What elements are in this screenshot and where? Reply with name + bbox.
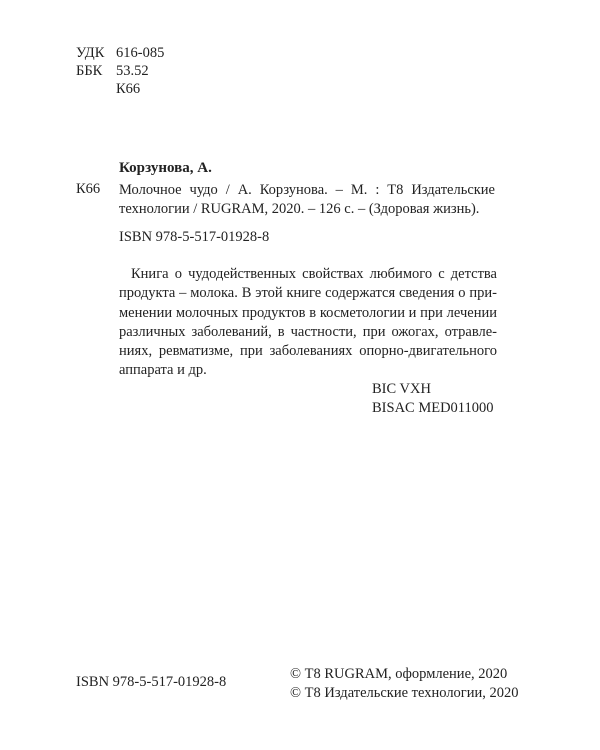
biblio-line-1: Молочное чудо / А. Корзунова. – М. : Т8 Издательские	[119, 182, 495, 198]
bic-code: BIC VXH	[372, 381, 431, 397]
classification-block	[76, 44, 164, 98]
cutter-number-top: К66	[116, 81, 141, 97]
biblio-line-2: технологии / RUGRAM, 2020. – 126 с. – (Здоровая жизнь).	[119, 201, 480, 217]
udk-value: 616-085	[116, 45, 165, 61]
annotation-line: аппарата и др.	[119, 362, 207, 379]
copyright-publisher: © Т8 Издательские технологии, 2020	[290, 685, 519, 701]
annotation-line: ниях, ревматизме, при заболеваниях опорно-двигательного	[119, 343, 497, 360]
author-heading: Корзунова, А.	[119, 160, 212, 176]
annotation-line: менении молочных продуктов в косметологии и при лечении	[119, 304, 497, 321]
copyright-design: © Т8 RUGRAM, оформление, 2020	[290, 666, 508, 682]
annotation-paragraph	[119, 265, 497, 381]
footer-isbn: ISBN 978-5-517-01928-8	[76, 674, 227, 690]
cutter-number: К66	[76, 181, 101, 197]
udk-label: УДК	[76, 45, 105, 61]
copyright-block	[290, 665, 519, 703]
bbk-label: ББК	[76, 63, 103, 79]
isbn-record: ISBN 978-5-517-01928-8	[119, 229, 270, 245]
bbk-value: 53.52	[116, 63, 149, 79]
bbk-row	[76, 62, 164, 80]
subject-codes	[372, 380, 494, 418]
annotation-line: различных заболеваний, в частности, при ожогах, отравле-	[119, 323, 497, 340]
bisac-code: BISAC MED011000	[372, 400, 494, 416]
udk-row	[76, 44, 164, 62]
annotation-line: продукта – молока. В этой книге содержатся сведения о при-	[119, 285, 497, 302]
annotation-line: Книга о чудодейственных свойствах любимого с детства	[131, 266, 497, 282]
bibliographic-description	[119, 181, 495, 219]
